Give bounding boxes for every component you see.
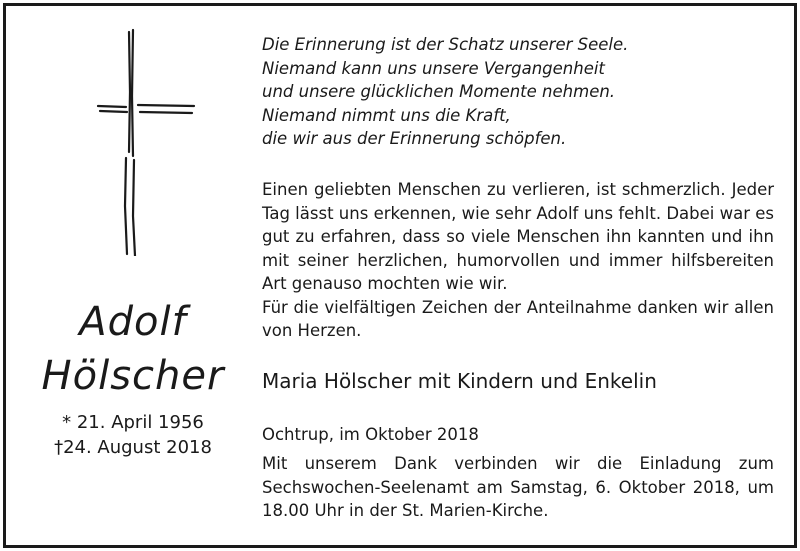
thanks-paragraph <box>262 178 774 343</box>
place-date: Ochtrup, im Oktober 2018 <box>262 425 479 444</box>
life-dates <box>20 410 246 460</box>
thanks-text: Einen geliebten Menschen zu verlieren, ist schmerzlich. Jeder Tag lässt uns erkennen, wie sehr Adolf uns fehlt. Dabei war es gut zu erfahren, dass so viele Menschen ihn kannten und ihn mit seiner herzlichen, humorvollen und immer hilfsbereiten Art genauso mochten wie wir. <box>262 180 774 293</box>
poem-line: die wir aus der Erinnerung schöpfen. <box>262 129 567 148</box>
death-date: †24. August 2018 <box>54 437 212 458</box>
family-signature: Maria Hölscher mit Kindern und Enkelin <box>262 369 657 393</box>
birth-date: * 21. April 1956 <box>62 412 204 433</box>
thanks-closing: Für die vielfältigen Zeichen der Anteilnahme danken wir allen von Herzen. <box>262 297 774 340</box>
poem-line: Niemand nimmt uns die Kraft, <box>262 105 511 125</box>
cross-icon <box>96 26 196 256</box>
poem-line: Niemand kann uns unsere Vergangenheit <box>262 58 605 78</box>
poem-line: Die Erinnerung ist der Schatz unserer Seele. <box>262 35 629 54</box>
deceased-first-name: Adolf <box>79 299 187 345</box>
invitation-text: Mit unserem Dank verbinden wir die Einladung zum Sechswochen-Seelenamt am Samstag, 6. Oktober 2018, um 18.00 Uhr in der St. Marien-Kirche. <box>262 454 774 520</box>
poem-line: und unsere glücklichen Momente nehmen. <box>262 82 616 101</box>
memorial-poem <box>262 33 782 151</box>
deceased-last-name: Hölscher <box>41 353 225 399</box>
